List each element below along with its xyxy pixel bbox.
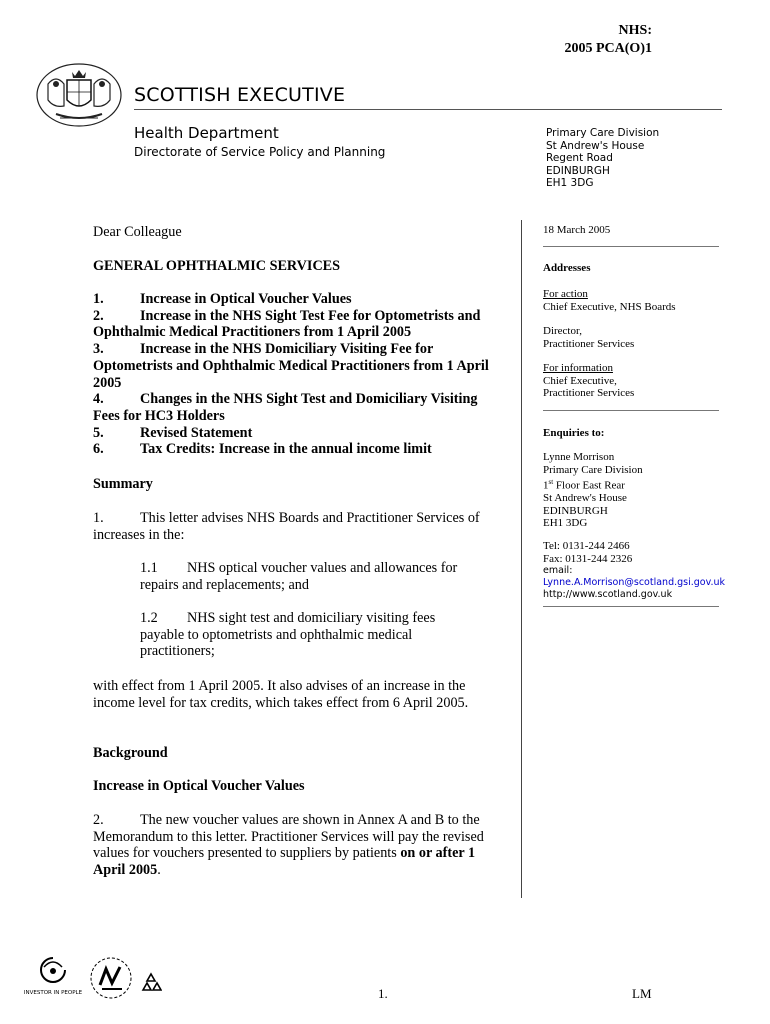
subparagraph-text-continued: repairs and replacements; and xyxy=(140,576,309,593)
paragraph-1 xyxy=(93,510,503,543)
floor-suffix: st xyxy=(548,478,554,486)
email-link[interactable]: Lynne.A.Morrison@scotland.gsi.gov.uk xyxy=(543,577,726,588)
item-number: 5. xyxy=(93,424,104,441)
item-number: 2. xyxy=(93,307,104,324)
information-recipient: Chief Executive, xyxy=(543,374,617,387)
for-action-recipient: Chief Executive, NHS Boards xyxy=(543,300,676,313)
list-item xyxy=(93,341,503,391)
subparagraph-text-continued: payable to optometrists and ophthalmic medical practitioners; xyxy=(140,626,413,660)
contact-name: Lynne Morrison xyxy=(543,451,615,463)
website-link[interactable]: http://www.scotland.gov.uk xyxy=(543,589,673,600)
subparagraph-number: 1.1 xyxy=(140,560,158,576)
for-action-label: For action xyxy=(543,288,588,300)
for-information-block xyxy=(543,362,634,400)
item-number: 4. xyxy=(93,391,104,408)
contact-postcode: EH1 3DG xyxy=(543,517,588,530)
addresses-heading: Addresses xyxy=(543,262,591,274)
author-initials: LM xyxy=(632,986,652,1001)
paragraph-number: 2. xyxy=(93,812,104,828)
investor-in-people-logo xyxy=(22,955,84,996)
contact-block xyxy=(543,451,643,530)
contact-numbers xyxy=(543,540,632,565)
paragraph-2 xyxy=(93,812,503,879)
for-information-label: For information xyxy=(543,362,613,374)
department-name: Health Department xyxy=(134,124,279,142)
page-number: 1. xyxy=(378,986,388,1001)
reference-line-2: 2005 PCA(O)1 xyxy=(564,41,652,56)
item-text-continued: Visiting Fees for HC3 Holders xyxy=(93,391,478,424)
subparagraph-1-1 xyxy=(140,560,490,593)
director-block xyxy=(543,325,634,350)
item-text: Increase in Optical Voucher Values xyxy=(140,291,352,307)
reference-line-1: NHS: xyxy=(618,23,652,38)
for-action-block xyxy=(543,288,676,313)
letter-subject: GENERAL OPHTHALMIC SERVICES xyxy=(93,258,341,274)
address-line: EDINBURGH xyxy=(546,164,610,177)
column-divider xyxy=(521,220,522,898)
information-recipient: Practitioner Services xyxy=(543,387,635,399)
investor-in-people-icon xyxy=(35,955,71,985)
item-number: 6. xyxy=(93,441,104,458)
effect-paragraph: with effect from 1 April 2005. It also advises of an increase in the income level for tax credits, which takes effect from 6 April 2005. xyxy=(93,678,469,711)
subparagraph-text: NHS sight test and domiciliary visiting fees xyxy=(187,610,436,626)
email-label: email: xyxy=(543,565,573,576)
recycle-icon xyxy=(140,972,162,994)
item-list xyxy=(93,291,503,458)
document-reference xyxy=(565,22,653,58)
paragraph-text-continued: of increases in the: xyxy=(93,510,480,543)
subparagraph-number: 1.2 xyxy=(140,610,158,626)
address-line: Primary Care Division xyxy=(546,127,660,139)
floor-number: 1 xyxy=(543,479,549,492)
investor-in-people-label: INVESTOR IN PEOPLE xyxy=(23,990,83,996)
positive-about-disabled-people-icon xyxy=(88,955,134,1001)
sender-address xyxy=(546,127,659,190)
paragraph-emphasis: on or after 1 April 2005 xyxy=(93,845,476,879)
address-line: Regent Road xyxy=(546,152,613,164)
telephone: Tel: 0131-244 2466 xyxy=(543,540,630,552)
floor-text: Floor East Rear xyxy=(553,479,625,492)
contact-division: Primary Care Division xyxy=(543,463,643,476)
item-text: Increase in the NHS Sight Test Fee for Optometrists xyxy=(140,307,454,324)
paragraph-text-continued: the Memorandum to this letter. Practitioner Services will pay the revised values for vouchers presented to suppliers by patients xyxy=(93,812,484,862)
email-block xyxy=(543,565,725,601)
list-item xyxy=(93,425,503,442)
item-text: Tax Credits: Increase in the annual income limit xyxy=(140,441,432,458)
paragraph-number: 1. xyxy=(93,510,104,526)
header-divider xyxy=(134,109,722,110)
address-line: St Andrew's House xyxy=(546,139,645,152)
salutation: Dear Colleague xyxy=(93,224,182,240)
sidebar-divider xyxy=(543,246,719,247)
list-item xyxy=(93,291,503,308)
item-text: Increase in the NHS Domiciliary Visiting Fee for xyxy=(140,341,434,358)
directorate-name: Directorate of Service Policy and Planning xyxy=(134,145,386,159)
subparagraph-text: NHS optical voucher values and allowances for xyxy=(187,560,458,576)
item-text: Revised Statement xyxy=(140,424,253,441)
item-number: 3. xyxy=(93,341,104,358)
director-line: Director, xyxy=(543,325,582,337)
organisation-title: SCOTTISH EXECUTIVE xyxy=(134,84,346,106)
sidebar-divider xyxy=(543,606,719,607)
contact-city: EDINBURGH xyxy=(543,504,608,517)
enquiries-heading: Enquiries to: xyxy=(543,427,605,439)
background-heading: Background xyxy=(93,745,168,761)
item-text-continued: and Ophthalmic Medical Practitioners from 1 April 2005 xyxy=(93,307,481,341)
contact-building: St Andrew's House xyxy=(543,492,627,505)
royal-crest-icon xyxy=(34,62,124,128)
director-line: Practitioner Services xyxy=(543,337,635,350)
sidebar-divider xyxy=(543,410,719,411)
subparagraph-1-2 xyxy=(140,610,460,660)
list-item xyxy=(93,308,503,341)
item-text-continued: Optometrists and Ophthalmic Medical Practitioners from 1 April 2005 xyxy=(93,357,489,391)
paragraph-text: The new voucher values are shown in Annex A and B to xyxy=(140,812,459,828)
list-item xyxy=(93,441,503,458)
item-number: 1. xyxy=(93,291,104,307)
summary-heading: Summary xyxy=(93,476,153,492)
list-item xyxy=(93,391,503,424)
address-line: EH1 3DG xyxy=(546,177,594,189)
paragraph-end: . xyxy=(157,862,161,879)
item-text: Changes in the NHS Sight Test and Domiciliary xyxy=(140,391,428,408)
contact-floor xyxy=(543,476,643,492)
voucher-heading: Increase in Optical Voucher Values xyxy=(93,778,305,794)
paragraph-text: This letter advises NHS Boards and Practitioner Services xyxy=(140,510,465,526)
fax: Fax: 0131-244 2326 xyxy=(543,552,633,565)
letter-date: 18 March 2005 xyxy=(543,224,611,236)
